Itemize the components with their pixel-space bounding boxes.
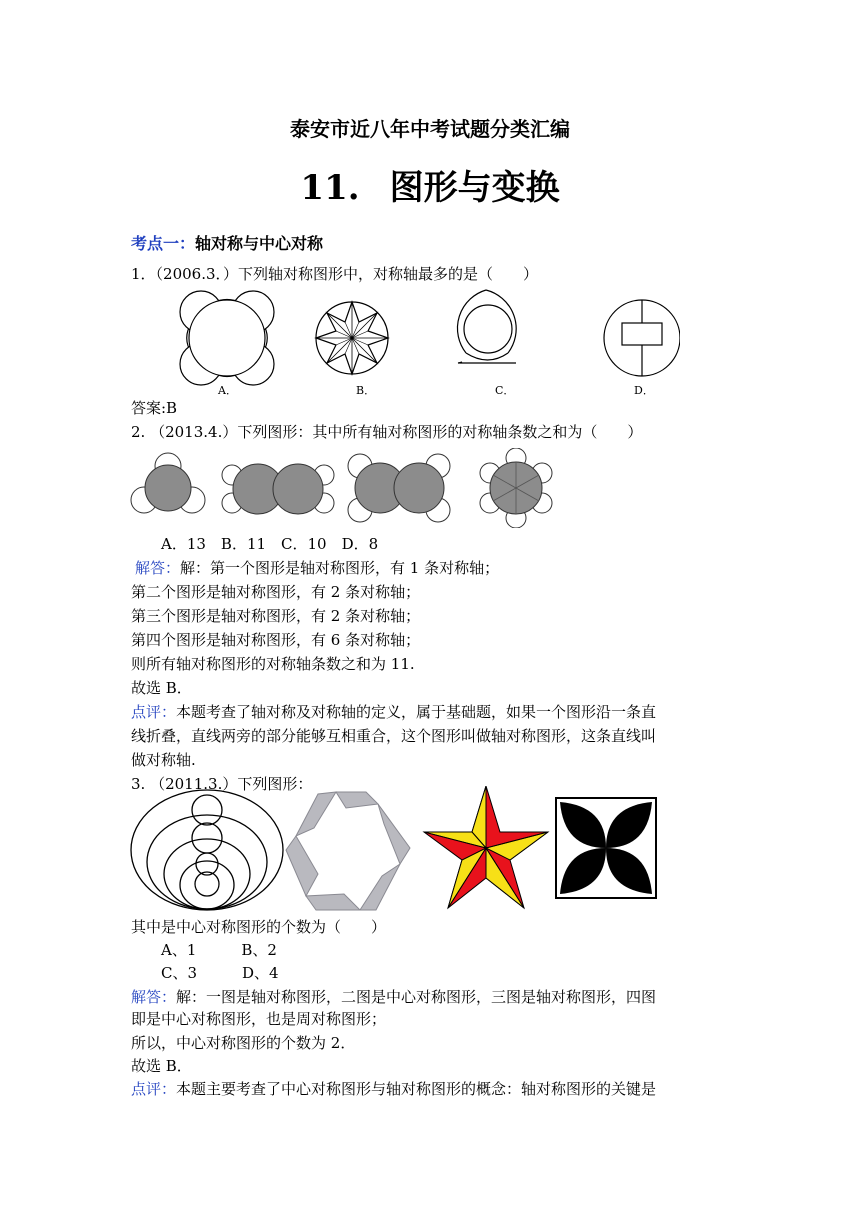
section-name: 轴对称与中心对称	[195, 234, 324, 253]
q3-options-row1: A、1 B、2	[161, 941, 277, 959]
q2-figure-4	[480, 448, 552, 528]
q3-question: 其中是中心对称图形的个数为（ ）	[131, 918, 387, 936]
q2-analysis-line: 则所有轴对称图形的对称轴条数之和为 11.	[131, 655, 415, 673]
q2-comment-line: 做对称轴.	[131, 751, 196, 769]
q2-figures	[128, 448, 553, 528]
chapter-number: 11.	[300, 168, 360, 208]
q1-label-b: B．	[356, 384, 376, 397]
chapter-heading	[0, 160, 860, 209]
q1-figure-b	[316, 302, 388, 374]
q1-figures	[170, 285, 680, 395]
q2-analysis-label: 解答：	[135, 559, 181, 577]
document-title: 泰安市近八年中考试题分类汇编	[290, 117, 570, 141]
q2-figure-3	[348, 454, 450, 522]
q1-stem: 1．（2006.3．）下列轴对称图形中，对称轴最多的是（ ）	[131, 265, 539, 283]
q3-figure-1	[131, 790, 283, 910]
chapter-name: 图形与变换	[389, 168, 560, 208]
q1-figure-d	[604, 300, 680, 376]
q2-analysis-line: 解：第一个图形是轴对称图形，有 1 条对称轴；	[180, 559, 500, 577]
q2-comment-first-line	[131, 702, 656, 722]
q3-figure-2	[286, 792, 410, 910]
q1-label-d: D．	[634, 384, 654, 397]
q1-label-a: A．	[218, 384, 237, 397]
q1-answer: 答案:B	[131, 399, 178, 417]
q3-figure-4	[556, 798, 656, 898]
q3-analysis-line: 解：一图是轴对称图形，二图是中心对称图形，三图是轴对称图形，四图	[176, 988, 657, 1006]
q3-figures	[130, 786, 664, 914]
q3-comment-line: 本题主要考查了中心对称图形与轴对称图形的概念：轴对称图形的关键是	[176, 1080, 657, 1098]
q1-label-c: C．	[495, 384, 515, 397]
q3-analysis-line: 所以，中心对称图形的个数为 2．	[131, 1034, 356, 1052]
section-heading	[131, 231, 323, 254]
q2-figure-2	[222, 464, 334, 514]
q2-stem: 2. （2013.4.）下列图形：其中所有轴对称图形的对称轴条数之和为（ ）	[131, 423, 643, 441]
q2-analysis-line: 第二个图形是轴对称图形，有 2 条对称轴；	[131, 583, 421, 601]
q2-figure-1	[131, 453, 205, 513]
section-label: 考点一：	[131, 234, 196, 253]
q3-analysis-first-line	[131, 987, 656, 1007]
q2-analysis-line: 第四个图形是轴对称图形，有 6 条对称轴；	[131, 631, 421, 649]
q2-comment-line: 线折叠，直线两旁的部分能够互相重合，这个图形叫做轴对称图形，这条直线叫	[131, 727, 657, 745]
q1-figure-c	[457, 290, 516, 363]
q3-stem: 3. （2011.3.）下列图形：	[131, 775, 313, 793]
q2-options: A．13 B．11 C．10 D．8	[161, 535, 379, 553]
q3-analysis-label: 解答：	[131, 988, 177, 1006]
q3-comment-label: 点评：	[131, 1080, 177, 1098]
q2-comment-line: 本题考查了轴对称及对称轴的定义，属于基础题，如果一个图形沿一条直	[176, 703, 657, 721]
q3-figure-3	[424, 786, 548, 908]
q1-figure-a	[180, 291, 274, 385]
q3-comment-first-line	[131, 1079, 656, 1099]
q3-analysis-line: 即是中心对称图形，也是周对称图形；	[131, 1010, 387, 1028]
q2-analysis-line: 第三个图形是轴对称图形，有 2 条对称轴；	[131, 607, 421, 625]
q2-comment-label: 点评：	[131, 703, 177, 721]
q2-analysis-line: 故选 B．	[131, 679, 192, 697]
q2-analysis-first-line	[135, 558, 499, 578]
q3-analysis-line: 故选 B．	[131, 1057, 192, 1075]
q3-options-row2: C、3 D、4	[161, 964, 279, 982]
